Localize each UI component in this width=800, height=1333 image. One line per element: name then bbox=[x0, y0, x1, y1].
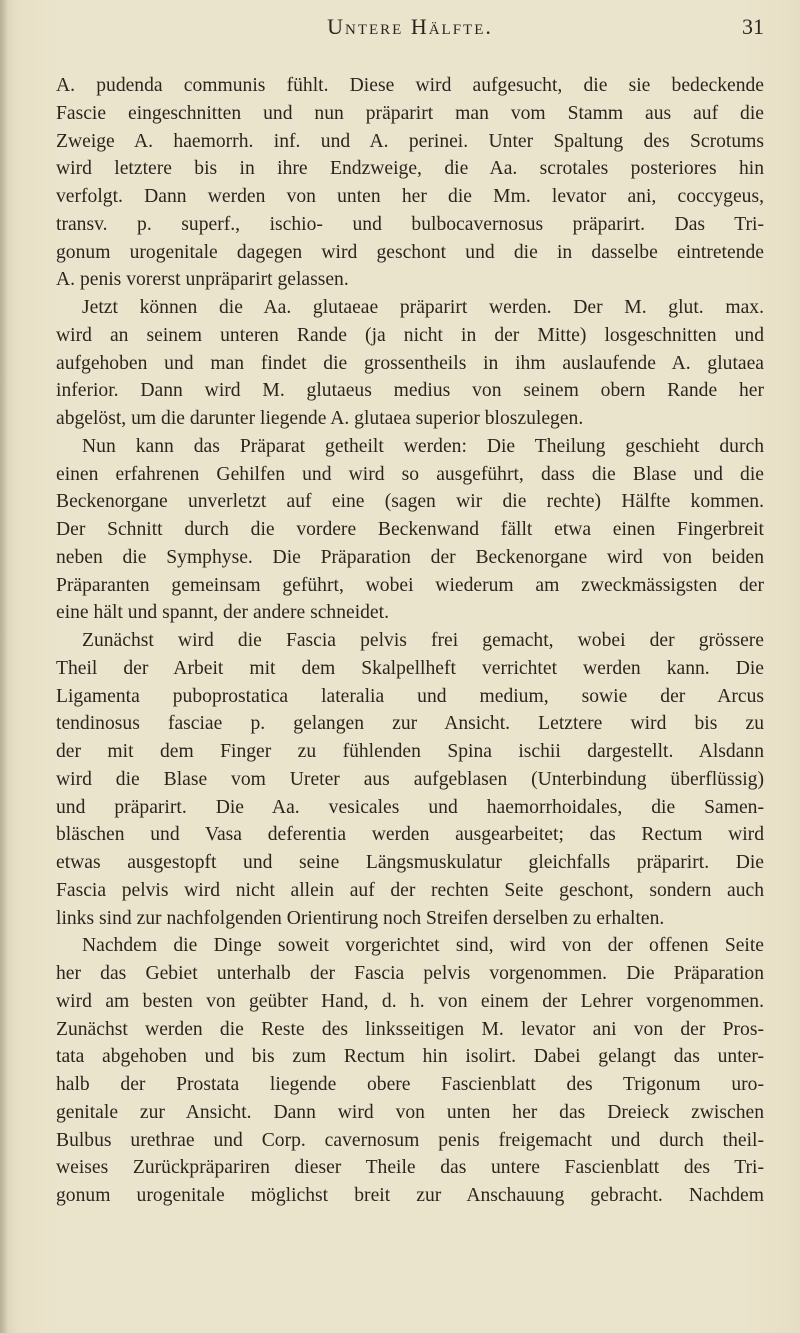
text-line: A. penis vorerst unpräparirt gelassen. bbox=[56, 269, 349, 291]
page-number: 31 bbox=[742, 14, 764, 39]
text-line: A. pudenda communis fühlt. Diese wird aufgesucht, die sie bedeckende bbox=[56, 75, 764, 96]
page-gutter-shadow bbox=[0, 0, 8, 1333]
text-line: wird am besten von geübter Hand, d. h. von einem der Lehrer vorgenommen. bbox=[56, 990, 764, 1012]
text-line: wird die Blase vom Ureter aus aufgeblasen (Unterbindung überflüssig) bbox=[56, 768, 764, 790]
text-line: inferior. Dann wird M. glutaeus medius von seinem obern Rande her bbox=[56, 380, 764, 402]
page-header bbox=[56, 14, 764, 54]
text-line: wird an seinem unteren Rande (ja nicht in der Mitte) losgeschnitten und bbox=[56, 324, 764, 346]
text-line: Ligamenta puboprostatica lateralia und medium, sowie der Arcus bbox=[56, 685, 764, 707]
text-line: halb der Prostata liegende obere Fascienblatt des Trigonum uro- bbox=[56, 1074, 764, 1095]
paragraph-start-line: Jetzt können die Aa. glutaeae präparirt werden. Der M. glut. max. bbox=[82, 297, 764, 318]
text-line: genitale zur Ansicht. Dann wird von unten her das Dreieck zwischen bbox=[56, 1101, 764, 1123]
text-line: neben die Symphyse. Die Präparation der Beckenorgane wird von beiden bbox=[56, 546, 764, 568]
text-line: Bulbus urethrae und Corp. cavernosum penis freigemacht und durch theil- bbox=[56, 1129, 764, 1151]
running-head: Untere Hälfte. bbox=[327, 14, 493, 39]
text-line: Zweige A. haemorrh. inf. und A. perinei. Unter Spaltung des Scrotums bbox=[56, 130, 764, 152]
text-line: eine hält und spannt, der andere schneidet. bbox=[56, 602, 389, 624]
text-line: abgelöst, um die darunter liegende A. glutaea superior bloszulegen. bbox=[56, 408, 584, 429]
text-line: tata abgehoben und bis zum Rectum hin isolirt. Dabei gelangt das unter- bbox=[56, 1046, 764, 1068]
text-line: gonum urogenitale möglichst breit zur Anschauung gebracht. Nachdem bbox=[56, 1185, 764, 1206]
text-line: Theil der Arbeit mit dem Skalpellheft verrichtet werden kann. Die bbox=[56, 657, 764, 679]
text-line: verfolgt. Dann werden von unten her die Mm. levator ani, coccygeus, bbox=[56, 186, 764, 207]
text-line: Fascie eingeschnitten und nun präparirt man vom Stamm aus auf die bbox=[56, 102, 764, 124]
text-line: weises Zurückpräpariren dieser Theile das untere Fascienblatt des Tri- bbox=[56, 1157, 764, 1179]
text-line: gonum urogenitale dagegen wird geschont und die in dasselbe eintretende bbox=[56, 241, 764, 263]
text-line: aufgehoben und man findet die grossentheils in ihm auslaufende A. glutaea bbox=[56, 352, 764, 374]
text-line: der mit dem Finger zu fühlenden Spina ischii dargestellt. Alsdann bbox=[56, 741, 764, 762]
text-line: tendinosus fasciae p. gelangen zur Ansicht. Letztere wird bis zu bbox=[56, 713, 764, 735]
text-line: bläschen und Vasa deferentia werden ausgearbeitet; das Rectum wird bbox=[56, 824, 764, 846]
text-line: wird letztere bis in ihre Endzweige, die Aa. scrotales posteriores hin bbox=[56, 158, 764, 180]
text-line: transv. p. superf., ischio- und bulbocavernosus präparirt. Das Tri- bbox=[56, 213, 764, 235]
paragraph-start-line: Zunächst wird die Fascia pelvis frei gemacht, wobei der grössere bbox=[82, 630, 764, 651]
paragraph-start-line: Nun kann das Präparat getheilt werden: Die Theilung geschieht durch bbox=[82, 435, 764, 457]
text-line: etwas ausgestopft und seine Längsmuskulatur gleichfalls präparirt. Die bbox=[56, 852, 764, 873]
text-line: Beckenorgane unverletzt auf eine (sagen wir die rechte) Hälfte kommen. bbox=[56, 491, 764, 513]
paragraph-start-line: Nachdem die Dinge soweit vorgerichtet sind, wird von der offenen Seite bbox=[82, 935, 764, 957]
text-line: einen erfahrenen Gehilfen und wird so ausgeführt, dass die Blase und die bbox=[56, 463, 764, 485]
text-line: Zunächst werden die Reste des linksseitigen M. levator ani von der Pros- bbox=[56, 1018, 764, 1040]
text-line: her das Gebiet unterhalb der Fascia pelvis vorgenommen. Die Präparation bbox=[56, 963, 764, 984]
text-line: Fascia pelvis wird nicht allein auf der rechten Seite geschont, sondern auch bbox=[56, 879, 764, 901]
text-line: Präparanten gemeinsam geführt, wobei wiederum am zweckmässigsten der bbox=[56, 574, 764, 596]
text-line: Der Schnitt durch die vordere Beckenwand fällt etwa einen Fingerbreit bbox=[56, 519, 764, 540]
text-line: links sind zur nachfolgenden Orientirung noch Streifen derselben zu erhalten. bbox=[56, 907, 665, 929]
text-line: und präparirt. Die Aa. vesicales und haemorrhoidales, die Samen- bbox=[56, 796, 764, 818]
body-text bbox=[56, 72, 764, 1210]
